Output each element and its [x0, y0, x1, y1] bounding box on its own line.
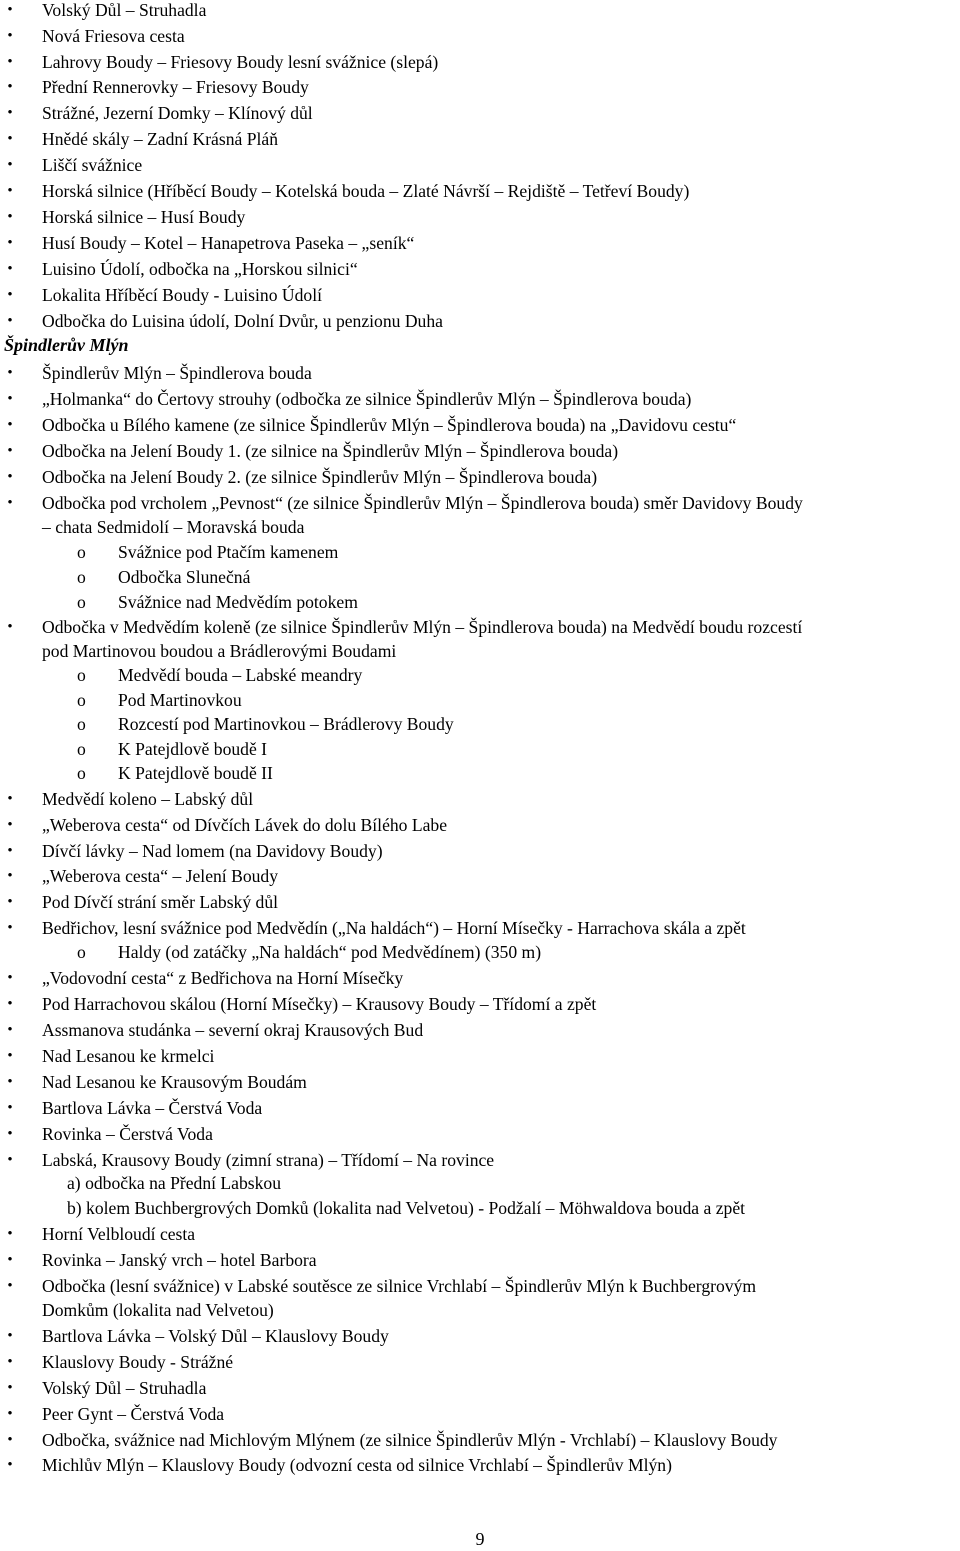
list-item-text: Husí Boudy – Kotel – Hanapetrova Paseka – „seník“	[42, 233, 415, 253]
bullet: •	[7, 1100, 13, 1116]
alpha-list-item-text: b) kolem Buchbergrových Domků (lokalita nad Velvetou) - Podžalí – Möhwaldova bouda a zpět	[67, 1198, 746, 1218]
bullet: •	[7, 817, 13, 833]
list-item-text: Horská silnice – Husí Boudy	[42, 207, 246, 227]
alpha-list-item-text: a) odbočka na Přední Labskou	[67, 1173, 281, 1193]
bullet: •	[7, 1354, 13, 1370]
bullet: •	[7, 365, 13, 381]
bullet: •	[7, 443, 13, 459]
list-item-text: „Holmanka“ do Čertovy strouhy (odbočka ze silnice Špindlerův Mlýn – Špindlerova bouda)	[42, 389, 692, 409]
sub-list-item-text: Svážnice nad Medvědím potokem	[118, 592, 358, 612]
list-item-text: Odbočka na Jelení Boudy 2. (ze silnice Špindlerův Mlýn – Špindlerova bouda)	[42, 467, 598, 487]
sub-bullet: o	[77, 592, 86, 612]
list-item-text: „Weberova cesta“ – Jelení Boudy	[42, 866, 279, 886]
bullet: •	[7, 287, 13, 303]
bullet: •	[7, 920, 13, 936]
bullet: •	[7, 261, 13, 277]
sub-bullet: o	[77, 942, 86, 962]
list-item-text: Bedřichov, lesní svážnice pod Medvědín („Na haldách“) – Horní Mísečky - Harrachova skála a zpět	[42, 918, 746, 938]
bullet: •	[7, 131, 13, 147]
list-item-text: Pod Harrachovou skálou (Horní Mísečky) – Krausovy Boudy – Třídomí a zpět	[42, 994, 597, 1014]
bullet: •	[7, 996, 13, 1012]
list-item-text: Bartlova Lávka – Volský Důl – Klauslovy Boudy	[42, 1326, 389, 1346]
list-item-text: Odbočka (lesní svážnice) v Labské soutěsce ze silnice Vrchlabí – Špindlerův Mlýn k Buchbergrovým	[42, 1276, 757, 1296]
bullet: •	[7, 791, 13, 807]
sub-bullet: o	[77, 542, 86, 562]
list-item-text: Přední Rennerovky – Friesovy Boudy	[42, 77, 309, 97]
list-item-text: „Vodovodní cesta“ z Bedřichova na Horní Mísečky	[42, 968, 404, 988]
sub-list-item-text: Pod Martinovkou	[118, 690, 242, 710]
list-item-text: Volský Důl – Struhadla	[42, 1378, 207, 1398]
list-item-text: Volský Důl – Struhadla	[42, 0, 207, 20]
bullet: •	[7, 1226, 13, 1242]
list-item-text: Labská, Krausovy Boudy (zimní strana) – Třídomí – Na rovince	[42, 1150, 495, 1170]
list-item-text: pod Martinovou boudou a Brádlerovými Boudami	[42, 641, 397, 661]
page-number: 9	[475, 1529, 485, 1549]
sub-list-item-text: K Patejdlově boudě II	[118, 763, 273, 783]
list-item-text: Domkům (lokalita nad Velvetou)	[42, 1300, 274, 1320]
list-item-text: „Weberova cesta“ od Dívčích Lávek do dolu Bílého Labe	[42, 815, 448, 835]
sub-bullet: o	[77, 665, 86, 685]
list-item-text: Odbočka do Luisina údolí, Dolní Dvůr, u penzionu Duha	[42, 311, 443, 331]
list-item-text: Liščí svážnice	[42, 155, 143, 175]
bullet: •	[7, 1252, 13, 1268]
sub-bullet: o	[77, 567, 86, 587]
list-item-text: Bartlova Lávka – Čerstvá Voda	[42, 1098, 263, 1118]
bullet: •	[7, 1457, 13, 1473]
section-heading: Špindlerův Mlýn	[4, 335, 129, 355]
list-item-text: Dívčí lávky – Nad lomem (na Davidovy Boudy)	[42, 841, 383, 861]
list-item-text: Luisino Údolí, odbočka na „Horskou silnici“	[42, 259, 358, 279]
sub-bullet: o	[77, 714, 86, 734]
bullet: •	[7, 1022, 13, 1038]
bullet: •	[7, 1074, 13, 1090]
bullet: •	[7, 868, 13, 884]
bullet: •	[7, 1048, 13, 1064]
sub-list-item-text: Rozcestí pod Martinovkou – Brádlerovy Boudy	[118, 714, 454, 734]
bullet: •	[7, 970, 13, 986]
bullet: •	[7, 417, 13, 433]
sub-list-item-text: Odbočka Slunečná	[118, 567, 251, 587]
sub-list-item-text: Medvědí bouda – Labské meandry	[118, 665, 363, 685]
list-item-text: Nová Friesova cesta	[42, 26, 185, 46]
bullet: •	[7, 894, 13, 910]
bullet: •	[7, 1406, 13, 1422]
list-item-text: Klauslovy Boudy - Strážné	[42, 1352, 234, 1372]
list-item-text: Assmanova studánka – severní okraj Krausových Bud	[42, 1020, 424, 1040]
list-item-text: – chata Sedmidolí – Moravská bouda	[42, 517, 305, 537]
bullet: •	[7, 1278, 13, 1294]
bullet: •	[7, 2, 13, 18]
sub-bullet: o	[77, 739, 86, 759]
list-item-text: Strážné, Jezerní Domky – Klínový důl	[42, 103, 313, 123]
list-item-text: Lokalita Hříběcí Boudy - Luisino Údolí	[42, 285, 322, 305]
sub-bullet: o	[77, 763, 86, 783]
list-item-text: Pod Dívčí strání směr Labský důl	[42, 892, 279, 912]
bullet: •	[7, 1152, 13, 1168]
list-item-text: Odbočka pod vrcholem „Pevnost“ (ze silnice Špindlerův Mlýn – Špindlerova bouda) směr Davidovy Boudy	[42, 493, 803, 513]
list-item-text: Špindlerův Mlýn – Špindlerova bouda	[42, 363, 312, 383]
list-item-text: Odbočka na Jelení Boudy 1. (ze silnice na Špindlerův Mlýn – Špindlerova bouda)	[42, 441, 619, 461]
bullet: •	[7, 1328, 13, 1344]
sub-list-item-text: K Patejdlově boudě I	[118, 739, 268, 759]
list-item-text: Peer Gynt – Čerstvá Voda	[42, 1404, 225, 1424]
sub-bullet: o	[77, 690, 86, 710]
list-item-text: Horská silnice (Hříběcí Boudy – Kotelská bouda – Zlaté Návrší – Rejdiště – Tetřeví Boudy)	[42, 181, 690, 201]
bullet: •	[7, 313, 13, 329]
list-item-text: Horní Velbloudí cesta	[42, 1224, 196, 1244]
list-item-text: Rovinka – Čerstvá Voda	[42, 1124, 213, 1144]
list-item-text: Medvědí koleno – Labský důl	[42, 789, 254, 809]
bullet: •	[7, 843, 13, 859]
bullet: •	[7, 105, 13, 121]
sub-list-item-text: Haldy (od zatáčky „Na haldách“ pod Medvědínem) (350 m)	[118, 942, 542, 962]
bullet: •	[7, 1380, 13, 1396]
sub-list-item-text: Svážnice pod Ptačím kamenem	[118, 542, 339, 562]
bullet: •	[7, 495, 13, 511]
bullet: •	[7, 235, 13, 251]
list-item-text: Michlův Mlýn – Klauslovy Boudy (odvozní cesta od silnice Vrchlabí – Špindlerův Mlýn)	[42, 1455, 672, 1475]
bullet: •	[7, 183, 13, 199]
bullet: •	[7, 79, 13, 95]
list-item-text: Nad Lesanou ke Krausovým Boudám	[42, 1072, 307, 1092]
bullet: •	[7, 619, 13, 635]
bullet: •	[7, 28, 13, 44]
bullet: •	[7, 209, 13, 225]
bullet: •	[7, 54, 13, 70]
list-item-text: Nad Lesanou ke krmelci	[42, 1046, 215, 1066]
list-item-text: Rovinka – Janský vrch – hotel Barbora	[42, 1250, 317, 1270]
bullet: •	[7, 1432, 13, 1448]
list-item-text: Hnědé skály – Zadní Krásná Pláň	[42, 129, 278, 149]
list-item-text: Odbočka, svážnice nad Michlovým Mlýnem (ze silnice Špindlerův Mlýn - Vrchlabí) – Klauslovy Boudy	[42, 1430, 778, 1450]
bullet: •	[7, 1126, 13, 1142]
list-item-text: Lahrovy Boudy – Friesovy Boudy lesní svážnice (slepá)	[42, 52, 439, 72]
bullet: •	[7, 469, 13, 485]
bullet: •	[7, 391, 13, 407]
list-item-text: Odbočka v Medvědím koleně (ze silnice Špindlerův Mlýn – Špindlerova bouda) na Medvědí boudu rozcestí	[42, 617, 803, 637]
list-item-text: Odbočka u Bílého kamene (ze silnice Špindlerův Mlýn – Špindlerova bouda) na „Davidovu cestu“	[42, 415, 737, 435]
bullet: •	[7, 157, 13, 173]
